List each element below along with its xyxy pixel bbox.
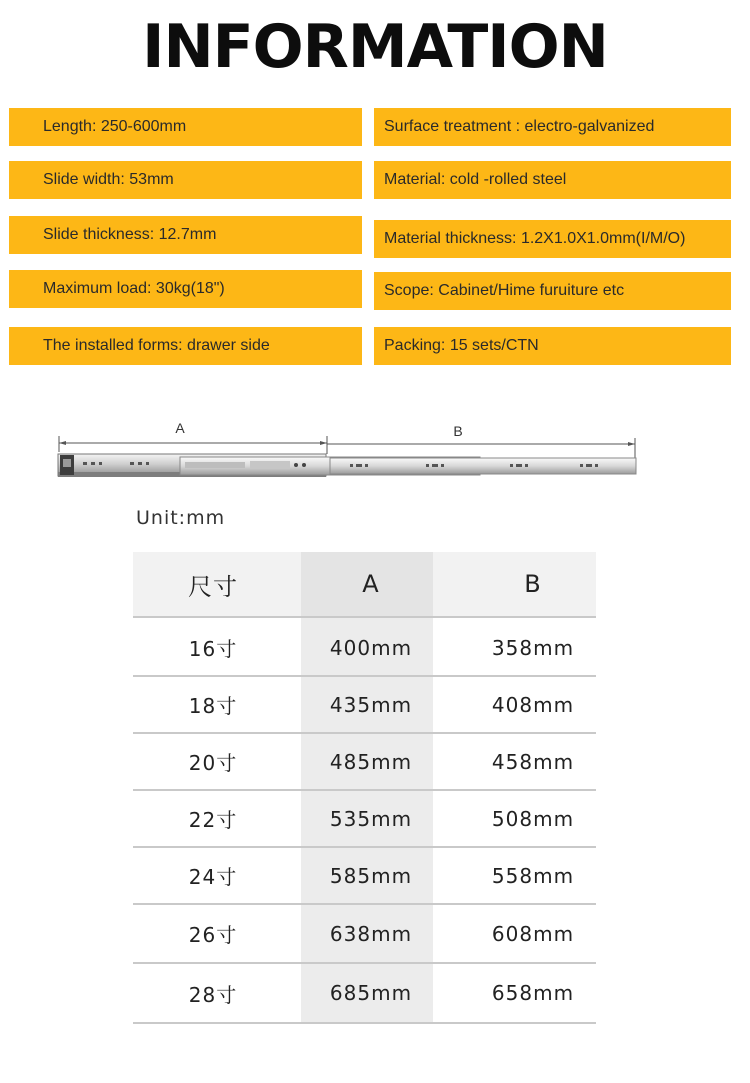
spec-slide-thickness: Slide thickness: 12.7mm: [9, 216, 362, 254]
cell-b: 458mm: [491, 749, 575, 774]
cell-b: 358mm: [491, 635, 575, 660]
dimension-a: [59, 436, 327, 452]
page-title: INFORMATION: [142, 12, 608, 82]
cell-size: 26寸: [188, 923, 238, 947]
dimension-b-label: B: [453, 423, 463, 439]
cell-a: 638mm: [329, 921, 413, 946]
cell-size: 22寸: [188, 808, 238, 832]
spec-surface-treatment: Surface treatment : electro-galvanized: [374, 108, 731, 146]
table-row: [133, 964, 596, 1024]
dimension-a-label: A: [175, 420, 185, 436]
unit-label: Unit:mm: [136, 507, 226, 529]
cell-b: 558mm: [491, 863, 575, 888]
size-table: [133, 552, 596, 1024]
spec-material-thickness: Material thickness: 1.2X1.0X1.0mm(I/M/O): [374, 220, 731, 258]
cell-size: 16寸: [188, 637, 238, 661]
table-row: [133, 791, 596, 848]
header-b: B: [524, 570, 542, 598]
table-row: [133, 905, 596, 964]
table-row: [133, 677, 596, 734]
cell-size: 24寸: [188, 865, 238, 889]
table-header-row: [133, 552, 596, 618]
spec-maximum-load: Maximum load: 30kg(18"): [9, 270, 362, 308]
spec-slide-width: Slide width: 53mm: [9, 161, 362, 199]
cell-size: 18寸: [188, 694, 238, 718]
spec-length: Length: 250-600mm: [9, 108, 362, 146]
table-row: [133, 734, 596, 791]
spec-installed-forms: The installed forms: drawer side: [9, 327, 362, 365]
header-size: 尺寸: [188, 572, 238, 601]
spec-scope: Scope: Cabinet/Hime furuiture etc: [374, 272, 731, 310]
cell-a: 535mm: [329, 806, 413, 831]
slide-rail-diagram: [0, 410, 750, 490]
spec-material: Material: cold -rolled steel: [374, 161, 731, 199]
cell-b: 608mm: [491, 921, 575, 946]
cell-a: 585mm: [329, 863, 413, 888]
cell-b: 658mm: [491, 981, 575, 1005]
cell-b: 508mm: [491, 806, 575, 831]
spec-packing: Packing: 15 sets/CTN: [374, 327, 731, 365]
table-row: [133, 848, 596, 905]
cell-a: 400mm: [329, 635, 413, 660]
cell-a: 485mm: [329, 749, 413, 774]
cell-a: 685mm: [329, 981, 413, 1005]
table-row: [133, 620, 596, 677]
header-a: A: [362, 570, 380, 598]
cell-b: 408mm: [491, 692, 575, 717]
cell-size: 20寸: [188, 751, 238, 775]
cell-a: 435mm: [329, 692, 413, 717]
cell-size: 28寸: [188, 982, 238, 1007]
